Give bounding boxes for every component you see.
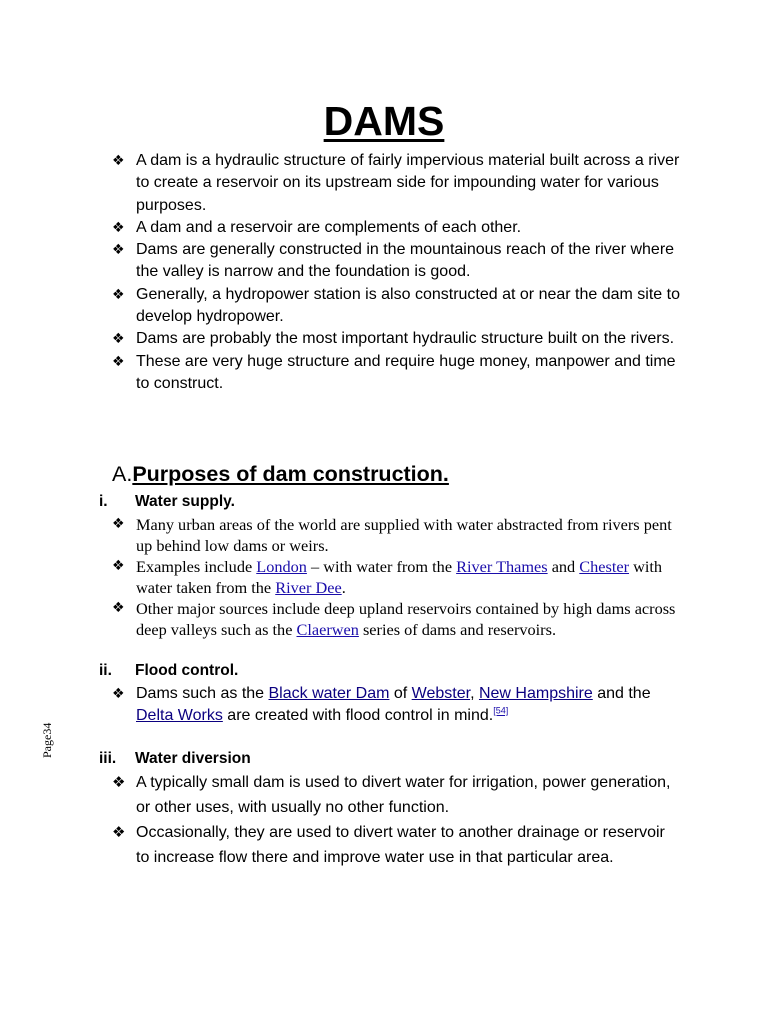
section-heading-purposes [112, 462, 449, 487]
subheading-number: ii. [99, 662, 112, 679]
bullet-text: A dam is a hydraulic structure of fairly impervious material built across a river to create a reservoir on its upstream side for impounding water for various purposes. [136, 152, 680, 214]
subheading-flood-control [72, 662, 372, 680]
section-heading-text: Purposes of dam construction. [132, 462, 449, 486]
list-item [112, 328, 682, 350]
bullet-diamond-icon: ❖ [112, 353, 125, 370]
bullet-text: with water taken from the [136, 557, 663, 597]
bullet-diamond-icon: ❖ [112, 153, 125, 169]
bullet-diamond-icon: ❖ [112, 331, 125, 348]
bullet-diamond-icon: ❖ [112, 516, 125, 532]
list-item [112, 239, 682, 284]
section-letter: A. [112, 462, 133, 486]
reference-link[interactable]: [54] [493, 705, 509, 716]
link-webster[interactable]: Webster [411, 685, 471, 702]
bullet-text: of [389, 685, 412, 702]
bullet-text: and [547, 557, 580, 576]
subheading-label: Water supply. [135, 493, 235, 510]
bullet-diamond-icon: ❖ [112, 242, 125, 259]
list-item [112, 217, 682, 239]
list-item [112, 351, 682, 396]
bullet-text: Dams are probably the most important hydraulic structure built on the rivers. [136, 330, 675, 348]
link-delta-works[interactable]: Delta Works [136, 707, 223, 725]
bullet-text: A dam and a reservoir are complements of each other. [136, 218, 522, 236]
link-river-thames[interactable]: River Thames [456, 557, 548, 576]
water-supply-list [112, 514, 682, 640]
subheading-label: Flood control. [135, 662, 239, 679]
list-item [112, 598, 682, 640]
bullet-diamond-icon: ❖ [112, 773, 126, 791]
bullet-text: . [341, 578, 346, 597]
bullet-text: and the [592, 685, 651, 702]
bullet-text: – with water from the [306, 557, 457, 576]
list-item [112, 514, 682, 556]
subheading-water-diversion [72, 750, 372, 768]
bullet-text: Many urban areas of the world are supplied with water abstracted from rivers pent up behind low dams or weirs. [136, 515, 672, 555]
list-item [112, 284, 682, 329]
subheading-number: i. [99, 493, 108, 510]
subheading-number: iii. [99, 750, 117, 767]
link-new-hampshire[interactable]: New Hampshire [478, 685, 593, 702]
list-item [112, 150, 682, 217]
bullet-text: Dams such as the [136, 685, 269, 702]
bullet-text: Examples include [136, 557, 257, 576]
link-black-water-dam[interactable]: Black water Dam [268, 685, 390, 702]
list-item [112, 770, 682, 820]
bullet-diamond-icon: ❖ [112, 286, 125, 303]
bullet-text: , [470, 685, 479, 702]
bullet-diamond-icon: ❖ [112, 600, 125, 616]
bullet-text: These are very huge structure and require huge money, manpower and time to construct. [136, 352, 676, 392]
bullet-text: Generally, a hydropower station is also constructed at or near the dam site to develop hydropower. [136, 285, 680, 326]
link-claerwen[interactable]: Claerwen [296, 620, 359, 639]
bullet-diamond-icon: ❖ [112, 219, 125, 236]
flood-control-list [112, 683, 682, 728]
intro-bullet-list [112, 150, 682, 395]
bullet-text: Dams are generally constructed in the mountainous reach of the river where the valley is narrow and the foundation is good. [136, 241, 675, 281]
bullet-text: are created with flood control in mind. [222, 707, 494, 725]
list-item [112, 556, 682, 598]
list-item [112, 820, 682, 870]
bullet-diamond-icon: ❖ [112, 558, 125, 574]
subheading-water-supply [72, 493, 372, 511]
bullet-text: series of dams and reservoirs. [358, 620, 557, 639]
link-chester[interactable]: Chester [579, 557, 630, 576]
link-river-dee[interactable]: River Dee [275, 578, 342, 597]
bullet-diamond-icon: ❖ [112, 823, 126, 841]
water-diversion-list [112, 770, 682, 870]
list-item [112, 683, 682, 728]
link-london[interactable]: London [256, 557, 307, 576]
page-title: DAMS [323, 98, 445, 144]
bullet-diamond-icon: ❖ [112, 686, 125, 702]
bullet-text: Other major sources include deep upland reservoirs contained by high dams across deep valleys such as the [136, 599, 676, 639]
bullet-text: Occasionally, they are used to divert water to another drainage or reservoir to increase flow there and improve water use in that particular area. [136, 824, 665, 866]
page-number: Page34 [40, 722, 54, 758]
subheading-label: Water diversion [135, 750, 251, 767]
bullet-text: A typically small dam is used to divert water for irrigation, power generation, or other uses, with usually no other function. [136, 774, 671, 816]
